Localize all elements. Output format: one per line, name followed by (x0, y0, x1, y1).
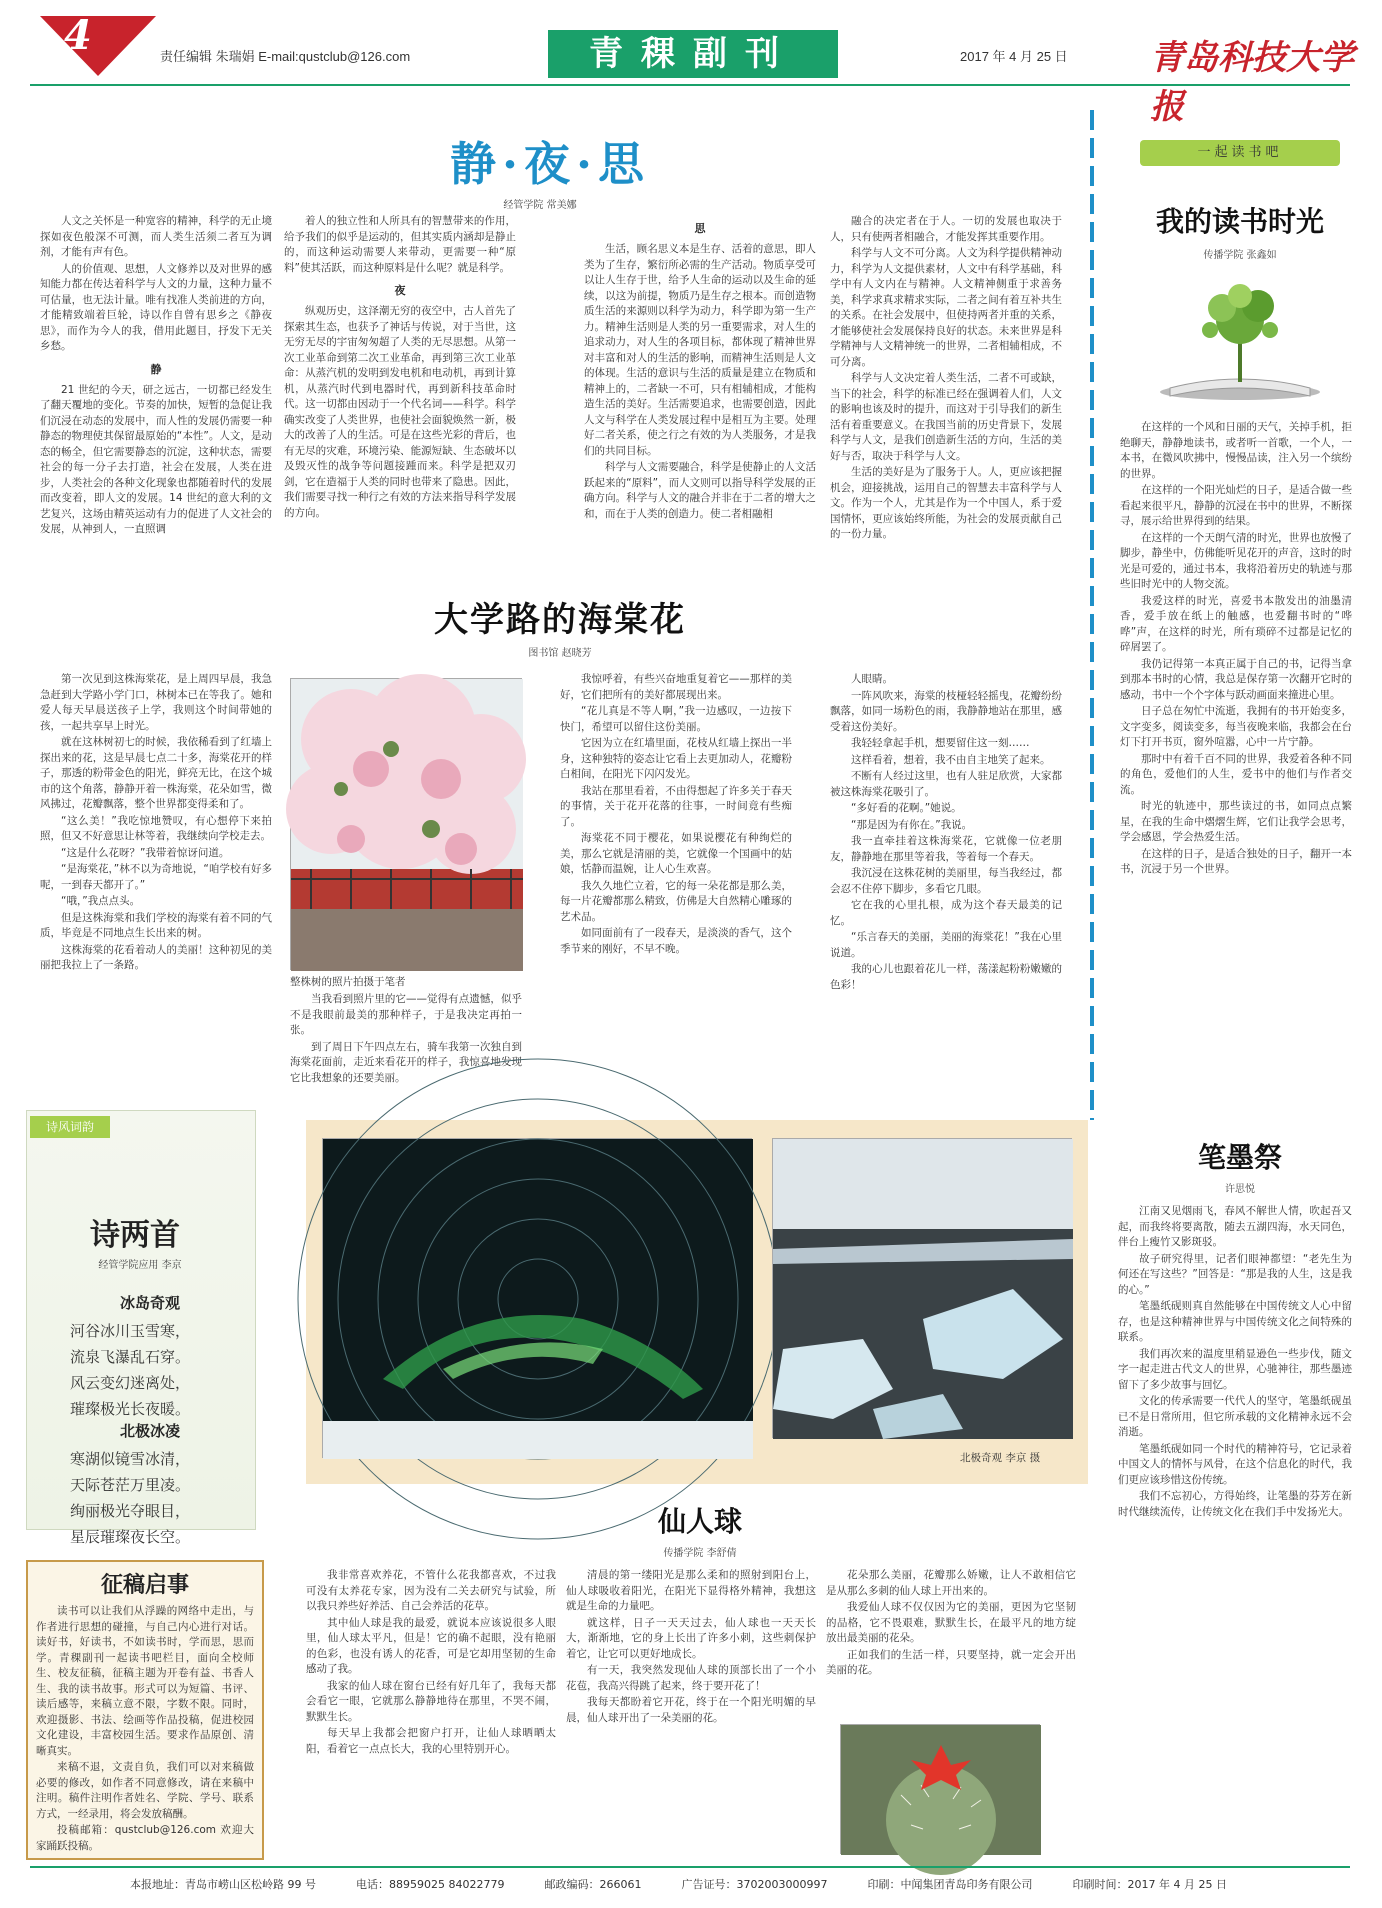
paragraph: “花儿真是不等人啊，”我一边感叹，一边按下快门，希望可以留住这份美丽。 (560, 705, 792, 733)
paragraph: 文化的传承需要一代代人的坚守，笔墨纸砚虽已不是日常所用，但它所承载的文化精神永远不会消逝。 (1118, 1395, 1352, 1438)
article-byline: 经管学院 常美娜 (503, 200, 577, 211)
article-byline: 图书馆 赵晓芳 (528, 648, 592, 659)
paragraph: 在这样的一个天朗气清的时光，世界也放慢了脚步，静坐中，仿佛能听见花开的声音，这时的时光是可爱的，通过书本，我将沿着历史的轨迹与那些旧时光中的人物交流。 (1120, 531, 1352, 590)
paragraph: 笔墨纸砚则真自然能够在中国传统文人心中留存，也是这种精神世界与中国传统文化之间特殊的联系。 (1118, 1300, 1352, 1343)
article-title: 大学路的海棠花 (434, 600, 686, 640)
reading-tag: 一起读书吧 (1140, 140, 1340, 166)
paragraph: 当我看到照片里的它——觉得有点遗憾，似乎不是我眼前最美的那种样子，于是我决定再拍一张。 (290, 993, 522, 1036)
page-number: 4 (64, 12, 92, 59)
paragraph: 我惊呼着，有些兴奋地重复着它——那样的美好，它们把所有的美好都展现出来。 (560, 673, 792, 701)
paragraph: 不断有人经过这里，也有人驻足欣赏，大家都被这株海棠花吸引了。 (830, 770, 1062, 798)
paragraph: 我家的仙人球在窗台已经有好几年了，我每天都会看它一眼，它就那么静静地待在那里，不哭不闹，默默生长。 (306, 1679, 556, 1723)
sidebar-title: 我的读书时光 (1155, 205, 1324, 238)
footer-address: 本报地址：青岛市崂山区松岭路 99 号 (130, 1878, 316, 1891)
paragraph: 第一次见到这株海棠花，是上周四早晨，我急急赶到大学路小学门口，林树本已在等我了。她和爱人每天早晨送孩子上学，我则这个时间带她的孩，一起共享早上时光。 (40, 673, 272, 732)
poem-byline: 经管学院应用 李京 (98, 1260, 182, 1271)
poem-line: 星辰璀璨夜长空。 (70, 1528, 191, 1546)
article-byline: 传播学院 李舒倩 (663, 1548, 737, 1559)
subheading: 夜 (394, 284, 406, 297)
paragraph: 人眼睛。 (851, 673, 893, 685)
article-column (826, 1568, 1076, 1718)
photo-caption: 北极奇观 李京 摄 (960, 1452, 1041, 1464)
paragraph: 我的心儿也跟着花儿一样，荡漾起粉粉嫩嫩的色彩！ (830, 963, 1062, 991)
poem-line: 璀璨极光长夜暖。 (70, 1400, 191, 1418)
footer (130, 1876, 1350, 1892)
poem2-title: 北极冰凌 (119, 1422, 180, 1440)
paragraph: 在这样的日子，是适合独处的日子，翻开一本书，沉浸于另一个世界。 (1120, 847, 1352, 875)
paragraph: 来稿不退，文责自负，我们可以对来稿做必要的修改，如作者不同意修改，请在来稿中注明。稿件注明作者姓名、学院、学号、联系方式，一经录用，将会发放稿酬。 (36, 1761, 254, 1820)
paragraph: 一阵风吹来，海棠的枝桠轻轻摇曳，花瓣纷纷飘落，如同一场粉色的雨，我静静地站在那里，感受着这份美好。 (830, 689, 1062, 733)
paragraph: 清晨的第一缕阳光是那么柔和的照射到阳台上，仙人球吸收着阳光，在阳光下显得格外精神，我想这就是生命的力量吧。 (566, 1569, 816, 1612)
header-rule (30, 84, 1350, 86)
footer-printer: 印刷：中闻集团青岛印务有限公司 (867, 1878, 1033, 1891)
paragraph: 在这样的一个风和日丽的天气，关掉手机，拒绝聊天，静静地读书，或者听一首歌，一个人，一本书，在微风吹拂中，慢慢品读，注入另一个缤纷的世界。 (1120, 421, 1352, 480)
paragraph: 时光的轨迹中，那些读过的书，如同点点繁星，在我的生命中熠熠生辉，它们让我学会思考，学会感恩，学会热爱生活。 (1120, 800, 1352, 843)
paragraph: 我非常喜欢养花，不管什么花我都喜欢，不过我可没有太养花专家，因为没有二关去研究与试验，所以我只养些好养活、自己会养活的花草。 (306, 1569, 556, 1612)
poem-title: 诗两首 (90, 1218, 180, 1253)
paragraph: 人文之关怀是一种宽容的精神，科学的无止境探如夜色般深不可测，而人类生活须二者互为调剂，才能有声有色。 (40, 215, 272, 258)
paragraph: 在这样的一个阳光灿烂的日子，是适合做一些看起来很平凡，静静的沉浸在书中的世界，不断探寻，展示给世界得到的结果。 (1120, 484, 1352, 527)
paragraph: 那时中有着千百不同的世界，我爱着各种不同的角色，爱他们的人生，爱书中的他们与作者交流。 (1120, 752, 1352, 796)
article-column (560, 672, 792, 1072)
paragraph: 就这样，日子一天天过去，仙人球也一天天长大，渐渐地，它的身上长出了许多小刺，这些刺保护着它，让它可以更好地成长。 (566, 1616, 816, 1660)
paragraph: 日子总在匆忙中流逝，我拥有的书开始变多，文字变多，阅读变多，每当夜晚来临，我都会在台灯下打开书页，窗外喧嚣，心中一片宁静。 (1120, 705, 1352, 748)
paragraph: 我爱仙人球不仅仅因为它的美丽，更因为它坚韧的品格，它不畏艰难，默默生长，在最平凡的地方绽放出最美丽的花朵。 (826, 1601, 1076, 1644)
footer-postcode: 邮政编码：266061 (544, 1878, 642, 1891)
sidebar-title: 笔墨祭 (1197, 1141, 1282, 1174)
footer-license: 广告证号：3702003000997 (681, 1878, 828, 1891)
article-column (566, 1568, 816, 1852)
poem-line: 流泉飞瀑乱石穿。 (70, 1348, 191, 1366)
paragraph: 我沉浸在这株花树的美丽里，每当我经过，都会忍不住停下脚步，多看它几眼。 (830, 867, 1062, 895)
paragraph: 投稿邮箱：qustclub@126.com 欢迎大家踊跃投稿。 (36, 1824, 254, 1852)
paragraph: 人的价值观、思想，人文修养以及对世界的感知能力都在传达着科学与人文的力量，这种力量不可估量，也无法计量。唯有找准人类前进的方向，才能精致端着巨轮，诗以作自曾有思乡之《静夜思》，而作为今人的我，借用此题目，抒发下无关乡愁。 (40, 262, 272, 352)
paragraph: 科学与人文决定着人类生活，二者不可或缺，当下的社会，科学的标准已经在强调着人们，人文的影响也该及时的提升，而这对于引导我们的新生活有着重要意义。在我国当前的历史背景下，发展科学与人文，是我们创造新生活的方向，生活的美好与否，取决于科学与人文。 (830, 372, 1062, 462)
paragraph: 我仍记得第一本真正属于自己的书，记得当拿到那本书时的心情，我总是保存第一次翻开它时的感动，书中一个个字体与跃动画面来撞进心里。 (1120, 657, 1352, 701)
begonia-photo (290, 678, 522, 970)
paragraph: 我每天都盼着它开花，终于在一个阳光明媚的早晨，仙人球开出了一朵美丽的花。 (566, 1696, 816, 1724)
poem-line: 风云变幻迷离处， (70, 1374, 191, 1392)
sidebar-byline: 传播学院 张鑫如 (1203, 250, 1277, 261)
footer-print-date: 印刷时间：2017 年 4 月 25 日 (1072, 1878, 1227, 1891)
solicit-column (36, 1604, 254, 1854)
paragraph: 就在这林树初七的时候，我依稀看到了红墙上探出来的花，这是早晨七点二十多，海棠花开的样子，那透的粉带金色的阳光，鲜亮无比，在这个城市的这个角落，静静开着一株海棠，花朵如雪，微风拂过，花瓣飘落，整个世界都变得柔和了。 (40, 736, 272, 810)
poem1-title: 冰岛奇观 (119, 1294, 180, 1312)
poem-tag: 诗风词韵 (30, 1116, 110, 1138)
paragraph: 正如我们的生活一样，只要坚持，就一定会开出美丽的花。 (826, 1648, 1076, 1676)
paragraph: 21 世纪的今天，研之远古，一切都已经发生了翻天覆地的变化。节奏的加快，短暂的急促让我们沉浸在动态的发展中，而人性的发展仍需要一种静态的物理使其保留最原始的“本性”。人文，是动态的畅全，但它需要静态的沉淀，这种状态，需要社会的每一分子去打造，社会在发展，人类在进步，人类社会的各种文化现象也都随着时代的发展而改变着，即人文的发展。14 世纪的意大利的文艺复兴，这场由精英运动有力的促进了人文社会的发展，从神到人，一直照调 (40, 383, 272, 535)
paragraph: “那是因为有你在。”我说。 (851, 818, 973, 831)
paragraph: 到了周日下午四点左右，骑车我第一次独自到海棠花面前，走近来看花开的样子，我惊喜地发现它比我想象的还要美丽。 (290, 1040, 522, 1084)
paragraph: 科学与人文不可分离。人文为科学提供精神动力，科学为人文提供素材，人文中有科学基础，科学中有人文内在与精神。人文精神侧重于求善务美，科学求真求精求实际，二者之间有着互补共生的关系。在社会发展中，但使持两者并重的关系，才能够使社会发展保持良好的状态。未来世界是科学精神与人文精神统一的世界，二者相辅相成，不可分离。 (830, 247, 1062, 368)
ice-photo (772, 1138, 1072, 1438)
paragraph: “乐言春天的美丽，美丽的海棠花！”我在心里说道。 (830, 931, 1062, 959)
article-column (830, 672, 1062, 1072)
paragraph: 这样看着，想着，我不由自主地笑了起来。 (851, 753, 1051, 766)
article-title: 静·夜·思 (449, 137, 651, 191)
paragraph: 它因为立在红墙里面，花枝从红墙上探出一半身，这种独特的姿态让它看上去更加动人，花瓣粉白相间，在阳光下闪闪发光。 (560, 737, 792, 780)
paragraph: 我们不忘初心，方得始终，让笔墨的芬芳在新时代继续流传，让传统文化在我们手中发扬光大。 (1118, 1490, 1352, 1518)
article-title: 仙人球 (657, 1505, 742, 1538)
paragraph: 我一直牵挂着这株海棠花，它就像一位老朋友，静静地在那里等着我，等着每一个春天。 (830, 835, 1062, 863)
paragraph: “是海棠花，”林不以为奇地说，“咱学校有好多呢，一到春天都开了。” (40, 863, 272, 891)
paragraph: 我站在那里看着，不由得想起了许多关于春天的事情，关于花开花落的往事，一时间竟有些痴了。 (560, 784, 792, 828)
paragraph: “哦，”我点点头。 (61, 895, 141, 907)
paragraph: 我轻轻拿起手机，想要留住这一刻…… (851, 737, 1030, 749)
article-column (40, 214, 272, 574)
paragraph: “多好看的花啊。”她说。 (851, 802, 962, 814)
poem2-body (70, 1446, 250, 1550)
poem-line: 河谷冰川玉雪寒， (70, 1322, 191, 1340)
article-column (830, 214, 1062, 574)
paragraph: 但是这株海棠和我们学校的海棠有着不同的气质，毕竟是不同地点生长出来的树。 (40, 911, 272, 939)
sidebar-column (1120, 420, 1352, 1110)
paragraph: 融合的决定者在于人。一切的发展也取决于人，只有使两者相融合，才能发挥其重要作用。 (830, 215, 1062, 243)
paragraph: 它在我的心里扎根，成为这个春天最美的记忆。 (830, 899, 1062, 927)
paragraph: 我爱这样的时光，喜爱书本散发出的油墨清香，爱手放在纸上的触感，也爱翻书时的“哗哗”声，在这样的时光，所有琐碎不过都是记忆的碎屑罢了。 (1120, 594, 1352, 653)
paragraph: 故子研究得里，记者们眼神都望：“老先生为何还在写这些？”回答是：“那是我的人生，这是我的心。” (1118, 1252, 1352, 1296)
article-column (584, 214, 816, 574)
article-column (290, 992, 522, 1084)
sidebar-byline: 许思悦 (1225, 1184, 1255, 1195)
photo-caption: 整株树的照片拍摄于笔者 (290, 976, 406, 988)
paragraph: 如同面前有了一段春天，是淡淡的香气，这个季节来的刚好，不早不晚。 (560, 927, 792, 955)
paragraph: 生活，顾名思义本是生存、活着的意思，即人类为了生存，繁衍所必需的生产活动。物质享受可以让人生存于世，给予人生命的运动以及生命的延续，以这为前提，物质乃是生存之根本。而创造物质生活的来源则以科学为动力，科学即为第一生产力。精神生活则是人类的另一重要需求，对人生的追求动力，对人生的各项目标，都体现了精神世界对丰富和对人的生活的影响，而精神生活则是人文的体现。生活的意识与生活的质量是建立在物质和精神上的，二者缺一不可，只有相辅相成，才能构造生活的美好。生活需要追求，也需要创造，因此人文与科学在人类发展过程中是相互为主要。处理好二者关系，使之行之有效的为人类服务，才是我们的共同目标。 (584, 243, 816, 457)
poem-line: 寒湖似镜雪冰清， (70, 1450, 191, 1468)
paragraph: 每天早上我都会把窗户打开，让仙人球晒晒太阳，看着它一点点长大，我的心里特别开心。 (306, 1727, 556, 1755)
sidebar-divider (1090, 110, 1094, 1120)
subheading: 静 (150, 362, 162, 376)
paragraph: 其中仙人球是我的最爱，就说本应该说很多人眼里，仙人球太平凡，但是！它的确不起眼，没有艳丽的色彩，也没有诱人的花香，可是它却用坚韧的生命感动了我。 (306, 1616, 556, 1675)
cactus-photo (840, 1724, 1040, 1854)
page-number-badge (40, 16, 156, 76)
paragraph: 有一天，我突然发现仙人球的顶部长出了一个小花苞，我高兴得跳了起来，终于要开花了！ (566, 1664, 816, 1692)
masthead-logo: 青岛科技大学报 (1150, 38, 1354, 127)
paragraph: 我们再次来的温度里稍显逊色一些步伐，随文字一起走进古代文人的世界，心驰神往，那些墨迹留下了多少故事与回忆。 (1118, 1347, 1352, 1391)
poem-line: 天际苍茫万里凌。 (70, 1476, 191, 1494)
paragraph: 生活的美好是为了服务于人。人，更应该把握机会，迎接挑战，运用自己的智慧去丰富科学与人文。作为一个人，尤其是作为一个中国人，系于爱国情怀，更应该始终所能，为社会的发展贡献自己的一份力量。 (830, 466, 1062, 540)
aurora-photo (322, 1138, 752, 1458)
sidebar-column (1118, 1204, 1352, 1844)
paragraph: 我久久地伫立着，它的每一朵花都是那么美，每一片花瓣都那么精致，仿佛是大自然精心雕琢的艺术品。 (560, 879, 792, 923)
paragraph: 纵观历史，这泽潮无穷的夜空中，古人首先了探索其生态，也获予了神话与传说，对于当世，这无穷无尽的宇宙匆匆超了人类的无尽思想。从第一次工业革命到第二次工业革命，再到第三次工业革命：从蒸汽机的发明到发电机和电动机，再到计算机，从蒸汽时代到电器时代，再到新科技革命时代。这一切都由因动于一个代名词——科学。科学确实改变了人类世界，也使社会面貌焕然一新，极大的改善了人的生活。可是在这些光彩的背后，也有无尽的灾难，环境污染、能源短缺、生态破坏以及毁灭性的战争等问题接踵而来。科学是把双刃剑，它在造福于人类的同时也带来了隐患。因此，我们需要寻找一种行之有效的方法来指导科学发展的方向。 (284, 305, 516, 519)
subheading: 思 (694, 222, 706, 235)
issue-date: 2017 年 4 月 25 日 (960, 49, 1068, 64)
poem1-body (70, 1318, 250, 1422)
paragraph: 笔墨纸砚如同一个时代的精神符号，它记录着中国文人的情怀与风骨，在这个信息化的时代，我们更应该珍惜这份传统。 (1118, 1442, 1352, 1486)
paragraph: 这株海棠的花看着动人的美丽！这种初见的美丽把我拉上了一条路。 (40, 943, 272, 971)
paragraph: 着人的独立性和人所具有的智慧带来的作用，给予我们的似乎是运动的，但其实质内涵却是静止的，而这种运动需要人来带动，更需要一种“原料”使其活跃，而这种原料是什么呢？就是科学。 (284, 215, 516, 274)
paragraph: 读书可以让我们从浮躁的网络中走出，与作者进行思想的碰撞，与自己内心进行对话。读好书，好读书，不如读书时，学而思，思而学。青稞副刊一起读书吧栏目，面向全校师生、校友征稿，征稿主题为开卷有益、书香人生、我的读书故事。形式可以为短篇、书评、读后感等，来稿立意不限，字数不限。同时，欢迎摄影、书法、绘画等作品投稿，促进校园文化建设，丰富校园生活。要求作品原创、清晰真实。 (36, 1605, 254, 1757)
paragraph: “这是什么花呀？”我带着惊讶问道。 (61, 846, 230, 859)
solicit-title: 征稿启事 (100, 1572, 189, 1598)
paragraph: 海棠花不同于樱花，如果说樱花有种绚烂的美，那么它就是清丽的美，它就像一个国画中的姑娘，恬静而温婉，让人心生欢喜。 (560, 832, 792, 875)
section-title: 青稞副刊 (548, 30, 838, 78)
paragraph: 科学与人文需要融合，科学是使静止的人文活跃起来的“原料”，而人文则可以指导科学发展的正确方向。科学与人文的融合并非在于二者的增大之和，而在于人类的创造力。使二者相融相 (584, 461, 816, 520)
footer-rule (30, 1866, 1350, 1868)
article-column (284, 214, 516, 574)
footer-phone: 电话：88959025 84022779 (356, 1878, 505, 1891)
book-tree-illustration (1140, 270, 1340, 410)
paragraph: 江南又见烟雨飞，春风不解世人情，吹起吾又起，而我终将要离散，随去五湖四海，水天同色，伴台上瘦竹又影斑驳。 (1118, 1205, 1352, 1248)
editor-info: 责任编辑 朱瑞娟 E-mail:qustclub@126.com (160, 49, 411, 64)
poem-line: 绚丽极光夺眼目， (70, 1502, 191, 1520)
paragraph: 花朵那么美丽，花瓣那么娇嫩，让人不敢相信它是从那么多刺的仙人球上开出来的。 (826, 1569, 1076, 1597)
article-column (306, 1568, 556, 1852)
paragraph: “这么美！”我吃惊地赞叹，有心想停下来拍照，但又不好意思让林等着，我继续向学校走去。 (40, 814, 272, 842)
article-column (40, 672, 272, 1062)
